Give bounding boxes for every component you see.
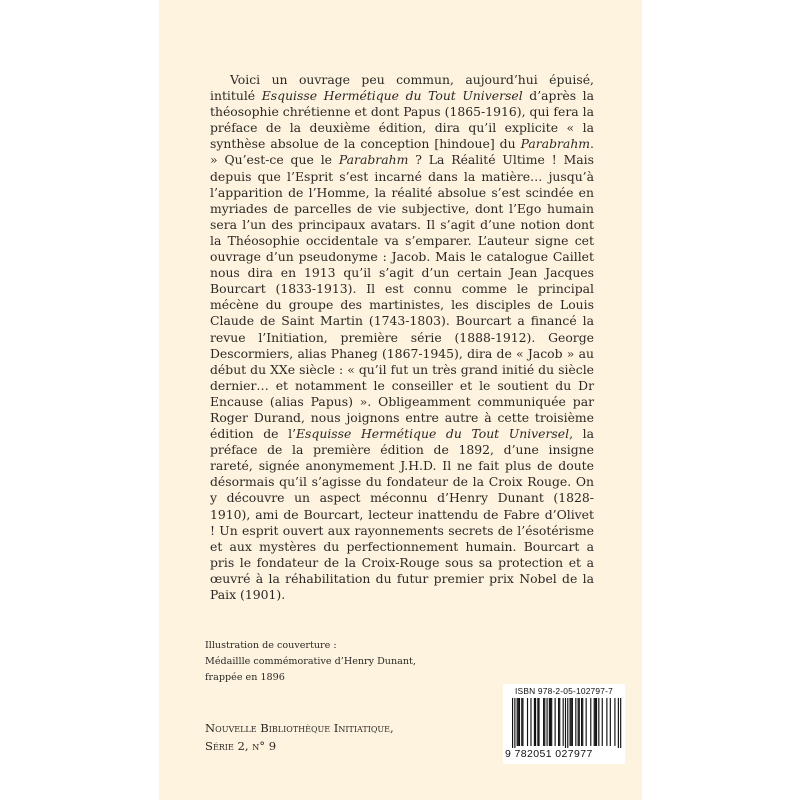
barcode-bar [581, 698, 582, 746]
barcode-bar [538, 698, 539, 746]
blurb-italic-title: Esquisse Hermétique du Tout Universel [296, 426, 570, 442]
barcode-bar [559, 698, 560, 746]
barcode-bars [503, 698, 625, 748]
barcode-bar [602, 698, 603, 746]
barcode-bar [571, 698, 572, 746]
barcode-bar [543, 698, 544, 746]
barcode-bar [582, 698, 583, 746]
blurb-text: Voici un ouvrage peu commun, aujourd’hui épuisé, intitulé [210, 72, 594, 104]
barcode-bar [522, 698, 523, 746]
barcode-bar [598, 698, 599, 746]
collection-name: Nouvelle Bibliothèque Initiatique, [205, 721, 394, 735]
barcode-bar [544, 698, 545, 746]
collection-info [205, 719, 394, 755]
barcode-bar [549, 698, 550, 746]
barcode-bar [618, 698, 619, 748]
barcode-bar [614, 698, 615, 746]
barcode-bar [565, 698, 566, 748]
credit-line-1: Illustration de couverture : [205, 640, 337, 651]
credit-line-3: frappée en 1896 [205, 672, 285, 683]
barcode-bar [517, 698, 518, 746]
barcode-bar [535, 698, 536, 746]
barcode-bar [512, 698, 513, 748]
barcode-bar [550, 698, 551, 746]
cover-illustration-credit [205, 638, 416, 686]
blurb-text: , la préface de la première édition de 1892, d’une insigne rareté, signée anonymement J.H.D. Il ne fait plus de doute désormais qu’il s’agisse du fondateur de la Croix Rouge. On y découvre un aspect méconnu d’Henry Dunant (1828-1910), ami de Bourcart, lecteur inattendu de Fabre d’Olivet ! Un esprit ouvert aux rayonnements secrets de l’ésotérisme et aux mystères du perfectionnement humain. Bourcart a pris le fondateur de la Croix-Rouge sous sa protection et a œuvré à la réhabilitation du futur premier prix Nobel de la Paix (1901). [210, 426, 595, 602]
barcode-bar [551, 698, 552, 746]
barcode-bar [586, 698, 587, 746]
blurb-paragraph [210, 72, 594, 603]
credit-line-2: Médaillle commémorative d’Henry Dunant, [205, 656, 416, 667]
barcode-bar [620, 698, 621, 748]
barcode-bar [555, 698, 556, 746]
ean-digits: 9 782051 027977 [505, 748, 593, 760]
back-cover-blurb [210, 72, 594, 603]
barcode-bar [514, 698, 515, 748]
collection-series: Série 2, n° 9 [205, 739, 277, 753]
barcode-bar [558, 698, 559, 746]
blurb-text: ? La Réalité Ultime ! Mais depuis que l’Esprit s’est incarné dans la matière… jusqu’à l’apparition de l’Homme, la réalité absolue s’est scindée en myriades de parcelles de vie subjective, dont l’Ego humain sera l’un des principaux avatars. Il s’agit d’une notion dont la Théosophie occidentale va s’emparer. L’auteur signe cet ouvrage d’un pseudonyme : Jacob. Mais le catalogue Caillet nous dira en 1913 qu’il s’agit d’un certain Jean Jacques Bourcart (1833-1913). Il est connu comme le principal mécène du groupe des martinistes, les disciples de Louis Claude de Saint Martin (1743-1803). Bourcart a financé la revue l’Initiation, première série (1888-1912). George Descormiers, alias Phaneg (1867-1945), dira de « Jacob » au début du XXe siècle : « qu’il fut un très grand initié du siècle dernier… et notamment le conseiller et le soutient du Dr Encause (alias Papus) ». Obligeamment communiquée par Roger Durand, nous joignons entre autre à cette troisième édition de l’ [210, 152, 594, 442]
isbn-barcode [503, 684, 625, 764]
barcode-bar [579, 698, 580, 746]
blurb-italic-title: Esquisse Hermétique du Tout Universel [261, 88, 523, 104]
barcode-bar [570, 698, 571, 746]
barcode-bar [563, 698, 564, 746]
barcode-bar [534, 698, 535, 746]
barcode-bar [547, 698, 548, 746]
isbn-label: ISBN 978-2-05-102797-7 [515, 686, 613, 696]
blurb-text: . » Qu’est-ce que le [210, 136, 594, 168]
blurb-text: d’après la théosophie chrétienne et dont Papus (1865-1916), qui fera la préface de la deuxième édition, dira qu’il explicite « la synthèse absolue de la conception [hindoue] du [210, 88, 594, 152]
barcode-bar [572, 698, 573, 746]
barcode-bar [590, 698, 591, 746]
barcode-bar [521, 698, 522, 746]
barcode-bar [518, 698, 519, 746]
barcode-bar [578, 698, 579, 746]
barcode-bar [595, 698, 596, 746]
barcode-bar [567, 698, 568, 748]
blurb-italic-title: Parabrahm [338, 152, 409, 168]
barcode-bar [537, 698, 538, 746]
barcode-bar [519, 698, 520, 746]
barcode-bar [527, 698, 528, 746]
barcode-bar [610, 698, 611, 746]
barcode-bar [530, 698, 531, 746]
barcode-bar [596, 698, 597, 746]
barcode-bar [575, 698, 576, 746]
barcode-bar [594, 698, 595, 746]
blurb-italic-title: Parabrahm [520, 136, 591, 152]
barcode-bar [606, 698, 607, 746]
